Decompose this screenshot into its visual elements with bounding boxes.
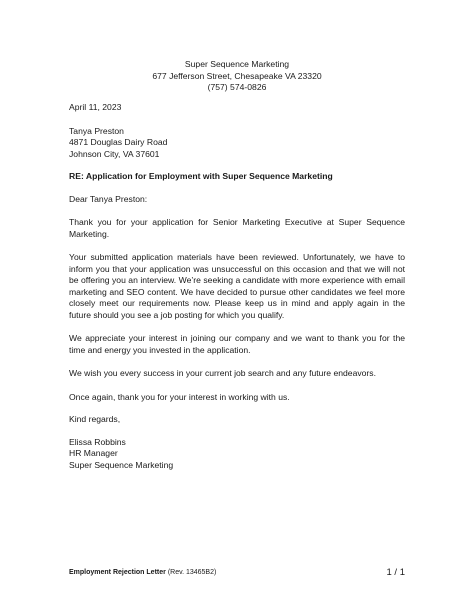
- footer-doc-title: Employment Rejection Letter: [69, 569, 166, 576]
- closing: Kind regards,: [69, 414, 121, 424]
- subject-line: RE: Application for Employment with Super Sequence Marketing: [69, 171, 333, 181]
- paragraph-thanks: Thank you for your application for Senior Marketing Executive at Super Sequence Marketing.: [69, 217, 405, 239]
- page-number: 1 / 1: [386, 567, 405, 578]
- signature-block: [69, 437, 405, 472]
- signer-company: Super Sequence Marketing: [69, 459, 174, 470]
- letter-date: April 11, 2023: [69, 102, 122, 112]
- recipient-name: Tanya Preston: [69, 125, 124, 136]
- signer-title: HR Manager: [69, 448, 118, 458]
- paragraph-final: Once again, thank you for your interest in working with us.: [69, 391, 290, 402]
- recipient-city: Johnson City, VA 37601: [69, 148, 160, 159]
- page-footer: [69, 569, 216, 576]
- paragraph-decision: Your submitted application materials have been reviewed. Unfortunately, we have to inform you that your application was unsuccessful on this occasion and that we will not be offering you an interview. We’re seeking a candidate with more experience with email marketing and SEO content. We have decided to pursue other candidates we feel more closely meet our requirements now. Please keep us in mind and apply again in the future should you see a job posting for which you qualify.: [69, 252, 405, 320]
- company-name: Super Sequence Marketing: [184, 59, 290, 69]
- recipient-block: [69, 126, 405, 161]
- signer-name: Elissa Robbins: [69, 436, 126, 447]
- salutation: Dear Tanya Preston:: [69, 193, 148, 204]
- company-address: 677 Jefferson Street, Chesapeake VA 23320: [152, 70, 322, 81]
- footer-revision: (Rev. 13465B2): [167, 569, 217, 576]
- letter-body: [69, 102, 405, 471]
- company-phone: (757) 574-0826: [207, 82, 267, 92]
- recipient-street: 4871 Douglas Dairy Road: [69, 137, 168, 147]
- letterhead: [0, 59, 474, 94]
- paragraph-appreciation: We appreciate your interest in joining our company and we want to thank you for the time and energy you invested in the application.: [69, 333, 405, 355]
- paragraph-wishes: We wish you every success in your current job search and any future endeavors.: [69, 368, 376, 378]
